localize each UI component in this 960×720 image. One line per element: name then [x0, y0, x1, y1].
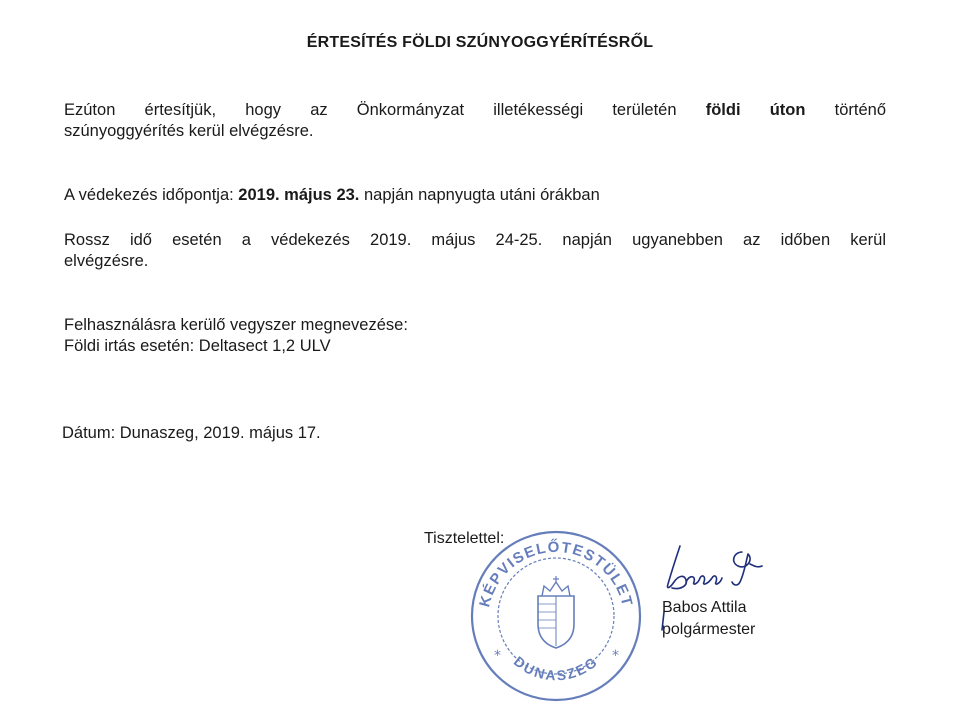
star-icon: *: [494, 648, 501, 664]
official-stamp: [466, 524, 646, 704]
signer-title: polgármester: [662, 621, 756, 638]
paragraph-bad-weather: [64, 230, 886, 272]
coat-of-arms-icon: [538, 576, 574, 648]
signer-name: Babos Attila: [662, 599, 747, 616]
chemical-name: Földi irtás esetén: Deltasect 1,2 ULV: [64, 337, 331, 355]
paragraph-notice-line1: Ezúton értesítjük, hogy az Önkormányzat illetékességi területén földi úton történő: [64, 101, 886, 119]
chemical-heading: Felhasználásra kerülő vegyszer megnevezése:: [64, 316, 408, 334]
paragraph-notice: [64, 100, 886, 142]
date-line: Dátum: Dunaszeg, 2019. május 17.: [62, 424, 321, 442]
document-title: ÉRTESÍTÉS FÖLDI SZÚNYOGGYÉRÍTÉSRŐL: [306, 34, 654, 51]
bold-treatment-date: 2019. május 23.: [238, 186, 360, 204]
stamp-text-bottom: DUNASZEG: [510, 652, 602, 684]
paragraph-bad-weather-line1: Rossz idő esetén a védekezés 2019. május 24-25. napján ugyanebben az időben kerül: [64, 231, 886, 249]
paragraph-notice-line2: szúnyoggyérítés kerül elvégzésre.: [64, 122, 314, 140]
signer-block: [662, 597, 755, 641]
paragraph-chemical: [64, 315, 886, 357]
stamp-text-top: KÉPVISELŐTESTÜLET: [476, 538, 636, 609]
bold-method: földi úton: [705, 101, 806, 119]
star-icon: *: [612, 648, 619, 664]
closing-greeting: Tisztelettel:: [424, 530, 505, 547]
paragraph-date-of-treatment: A védekezés időpontja: 2019. május 23. napján napnyugta utáni órákban: [64, 186, 600, 204]
paragraph-bad-weather-line2: elvégzésre.: [64, 252, 149, 270]
